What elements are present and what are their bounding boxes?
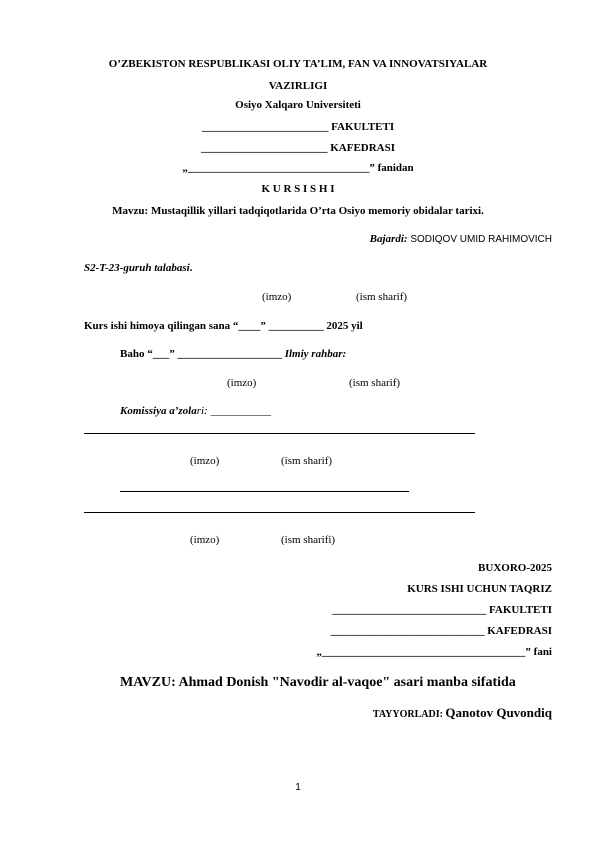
signature-label-2: (imzo) xyxy=(227,377,257,389)
university-name: Osiyo Xalqaro Universiteti xyxy=(235,99,361,111)
signature-label-4: (imzo) xyxy=(190,534,220,546)
grade-line xyxy=(120,347,346,361)
subject-line: „_________________________________” fanidan xyxy=(182,162,414,174)
divider-line-1 xyxy=(84,433,475,434)
divider-line-2 xyxy=(120,491,409,492)
grade-text: Baho “___” ___________________ xyxy=(120,348,282,360)
supervisor-label: Ilmiy rahbar: xyxy=(284,348,347,360)
ministry-line-1: O’ZBEKISTON RESPUBLIKASI OLIY TA’LIM, FAN VA INNOVATSIYALAR xyxy=(108,58,488,70)
faculty-line: _______________________ FAKULTETI xyxy=(201,121,395,133)
signature-label-3: (imzo) xyxy=(190,455,220,467)
department-line: _______________________ KAFEDRASI xyxy=(200,142,396,154)
ministry-line-2: VAZIRLIGI xyxy=(268,80,328,92)
signature-label-1: (imzo) xyxy=(262,291,292,303)
document-type: K U R S I S H I xyxy=(261,183,335,195)
review-topic: MAVZU: Ahmad Donish "Navodir al-vaqoe" asari manba sifatida xyxy=(120,675,516,690)
defense-date-line: Kurs ishi himoya qilingan sana “____” __________ 2025 yil xyxy=(84,320,363,332)
prepared-by-line xyxy=(373,706,552,722)
review-faculty-line: ____________________________ FAKULTETI xyxy=(332,604,552,616)
commission-label-rest: ri: xyxy=(196,405,208,417)
name-label-4: (ism sharifi) xyxy=(281,534,336,546)
group-name: S2-T-23-guruh talabasi xyxy=(84,262,190,274)
name-label-1: (ism sharif) xyxy=(356,291,408,303)
performer-line xyxy=(370,232,552,247)
page-number: 1 xyxy=(295,782,301,793)
commission-line xyxy=(120,404,271,418)
performer-label: Bajardi: xyxy=(369,233,408,245)
group-suffix: . xyxy=(189,262,193,274)
topic: Mavzu: Mustaqillik yillari tadqiqotlarida O’rta Osiyo memoriy obidalar tarixi. xyxy=(112,205,484,217)
review-subject-line: „_____________________________________” fani xyxy=(316,646,552,658)
review-department-line: ____________________________ KAFEDRASI xyxy=(330,625,552,637)
performer-name: SODIQOV UMID RAHIMOVICH xyxy=(410,234,552,245)
divider-line-3 xyxy=(84,512,475,513)
group-line xyxy=(84,261,192,275)
name-label-3: (ism sharif) xyxy=(281,455,333,467)
commission-label: Komissiya a’zola xyxy=(120,405,197,417)
prepared-by-name: Qanotov Quvondiq xyxy=(445,705,552,720)
city-year: BUXORO-2025 xyxy=(478,562,552,574)
commission-blank: ___________ xyxy=(210,405,271,417)
review-title: KURS ISHI UCHUN TAQRIZ xyxy=(407,583,552,595)
prepared-by-label: TAYYORLADI: xyxy=(372,709,443,720)
name-label-2: (ism sharif) xyxy=(349,377,401,389)
